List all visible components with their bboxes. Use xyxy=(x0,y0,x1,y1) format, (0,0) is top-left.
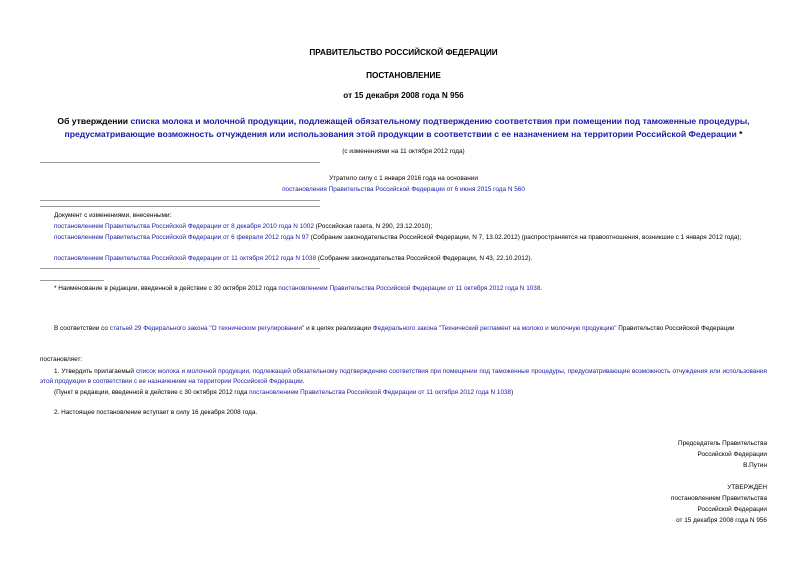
footnote xyxy=(54,284,767,294)
amendment-link[interactable]: постановлением Правительства Российской Федерации от 8 декабря 2010 года N 1002 xyxy=(54,223,314,230)
item-2-paragraph: 2. Настоящее постановление вступает в силу 16 декабря 2008 года. xyxy=(54,409,258,416)
footnote-divider xyxy=(40,280,104,281)
item-1-note-text: (Пункт в редакции, введенной в действие с 30 октября 2012 года xyxy=(54,389,250,396)
footnote-link[interactable]: постановлением Правительства Российской Федерации от 11 октября 2012 года N 1038 xyxy=(278,285,541,292)
signatory-name: В.Путин xyxy=(743,462,767,469)
tech-regulation-link[interactable]: Федерального закона "Технический регламент на молоко и молочную продукцию" xyxy=(372,325,617,332)
signatory-title: Российской Федерации xyxy=(697,451,767,458)
approved-list-link[interactable]: список молока и молочной продукции, подлежащей обязательному подтверждению соответствия при помещении под таможенные процедуры, предусматривающие возможность отчуждения или использования этой продукции в соответствии с ее назначением на территории Российской Федерации xyxy=(40,368,767,385)
amendment-details: (Собрание законодательства Российской Федерации, N 43, 22.10.2012). xyxy=(316,255,533,262)
amendment-item xyxy=(54,254,767,264)
footnote-text: * Наименование в редакции, введенной в действие с 30 октября 2012 года xyxy=(54,285,279,292)
preamble-text: и в целях реализации xyxy=(304,325,373,332)
decides-text: постановляет: xyxy=(40,356,83,363)
approved-by: Российской Федерации xyxy=(697,506,767,513)
document-type: ПОСТАНОВЛЕНИЕ xyxy=(366,71,441,80)
approved-by: постановлением Правительства xyxy=(671,495,767,502)
divider xyxy=(40,162,320,163)
changes-note: (с изменениями на 11 октября 2012 года) xyxy=(342,148,465,155)
amendment-item xyxy=(54,222,767,232)
divider xyxy=(40,268,320,269)
approved-date: от 15 декабря 2008 года N 956 xyxy=(676,517,767,524)
amendment-link[interactable]: постановлением Правительства Российской Федерации от 11 октября 2012 года N 1038 xyxy=(54,255,316,262)
preamble-paragraph xyxy=(40,324,767,334)
issuer-heading: ПРАВИТЕЛЬСТВО РОССИЙСКОЙ ФЕДЕРАЦИИ xyxy=(309,48,498,57)
law-article-link[interactable]: статьей 29 Федерального закона "О техническом регулировании" xyxy=(109,325,305,332)
expired-text: Утратило силу с 1 января 2016 года на основании xyxy=(329,175,478,182)
item-1-paragraph xyxy=(40,367,767,386)
approved-label: УТВЕРЖДЕН xyxy=(727,484,767,491)
item-1-note-end: ) xyxy=(511,389,514,396)
preamble-text: В соответствии со xyxy=(54,325,110,332)
amendment-item xyxy=(40,233,767,243)
footnote-end: . xyxy=(540,285,543,292)
document-title xyxy=(40,115,767,140)
title-list-link[interactable]: списка молока и молочной продукции, подлежащей обязательному подтверждению соответствия при помещении под таможенные процедуры, предусматривающие возможность отчуждения или использования этой продукции в соответствии с ее назначением на территории Российской Федерации xyxy=(64,116,750,139)
amendment-link[interactable]: постановлением Правительства Российской Федерации от 6 февраля 2012 года N 97 xyxy=(54,234,309,241)
amendment-details: (Российская газета, N 290, 23.12.2010); xyxy=(313,223,433,230)
amendment-details: (Собрание законодательства Российской Федерации, N 7, 13.02.2012) (распространяется на правоотношения, возникшие с 1 января 2012 года); xyxy=(308,234,742,241)
amendments-heading: Документ с изменениями, внесенными: xyxy=(54,212,172,219)
title-footnote-mark: * xyxy=(736,128,743,139)
divider xyxy=(40,200,320,201)
item-1-note-link[interactable]: постановлением Правительства Российской Федерации от 11 октября 2012 года N 1038 xyxy=(249,389,512,396)
item-1-end: . xyxy=(302,377,305,385)
item-1-text: 1. Утвердить прилагаемый xyxy=(54,368,136,375)
preamble-text: Правительство Российской Федерации xyxy=(616,325,735,332)
expired-link[interactable]: постановления Правительства Российской Федерации от 6 июня 2015 года N 560 xyxy=(282,186,525,193)
title-prefix: Об утверждении xyxy=(57,116,131,126)
document-date-number: от 15 декабря 2008 года N 956 xyxy=(343,91,464,100)
signatory-title: Председатель Правительства xyxy=(678,440,767,447)
item-1-note xyxy=(54,388,767,398)
divider xyxy=(40,206,320,207)
